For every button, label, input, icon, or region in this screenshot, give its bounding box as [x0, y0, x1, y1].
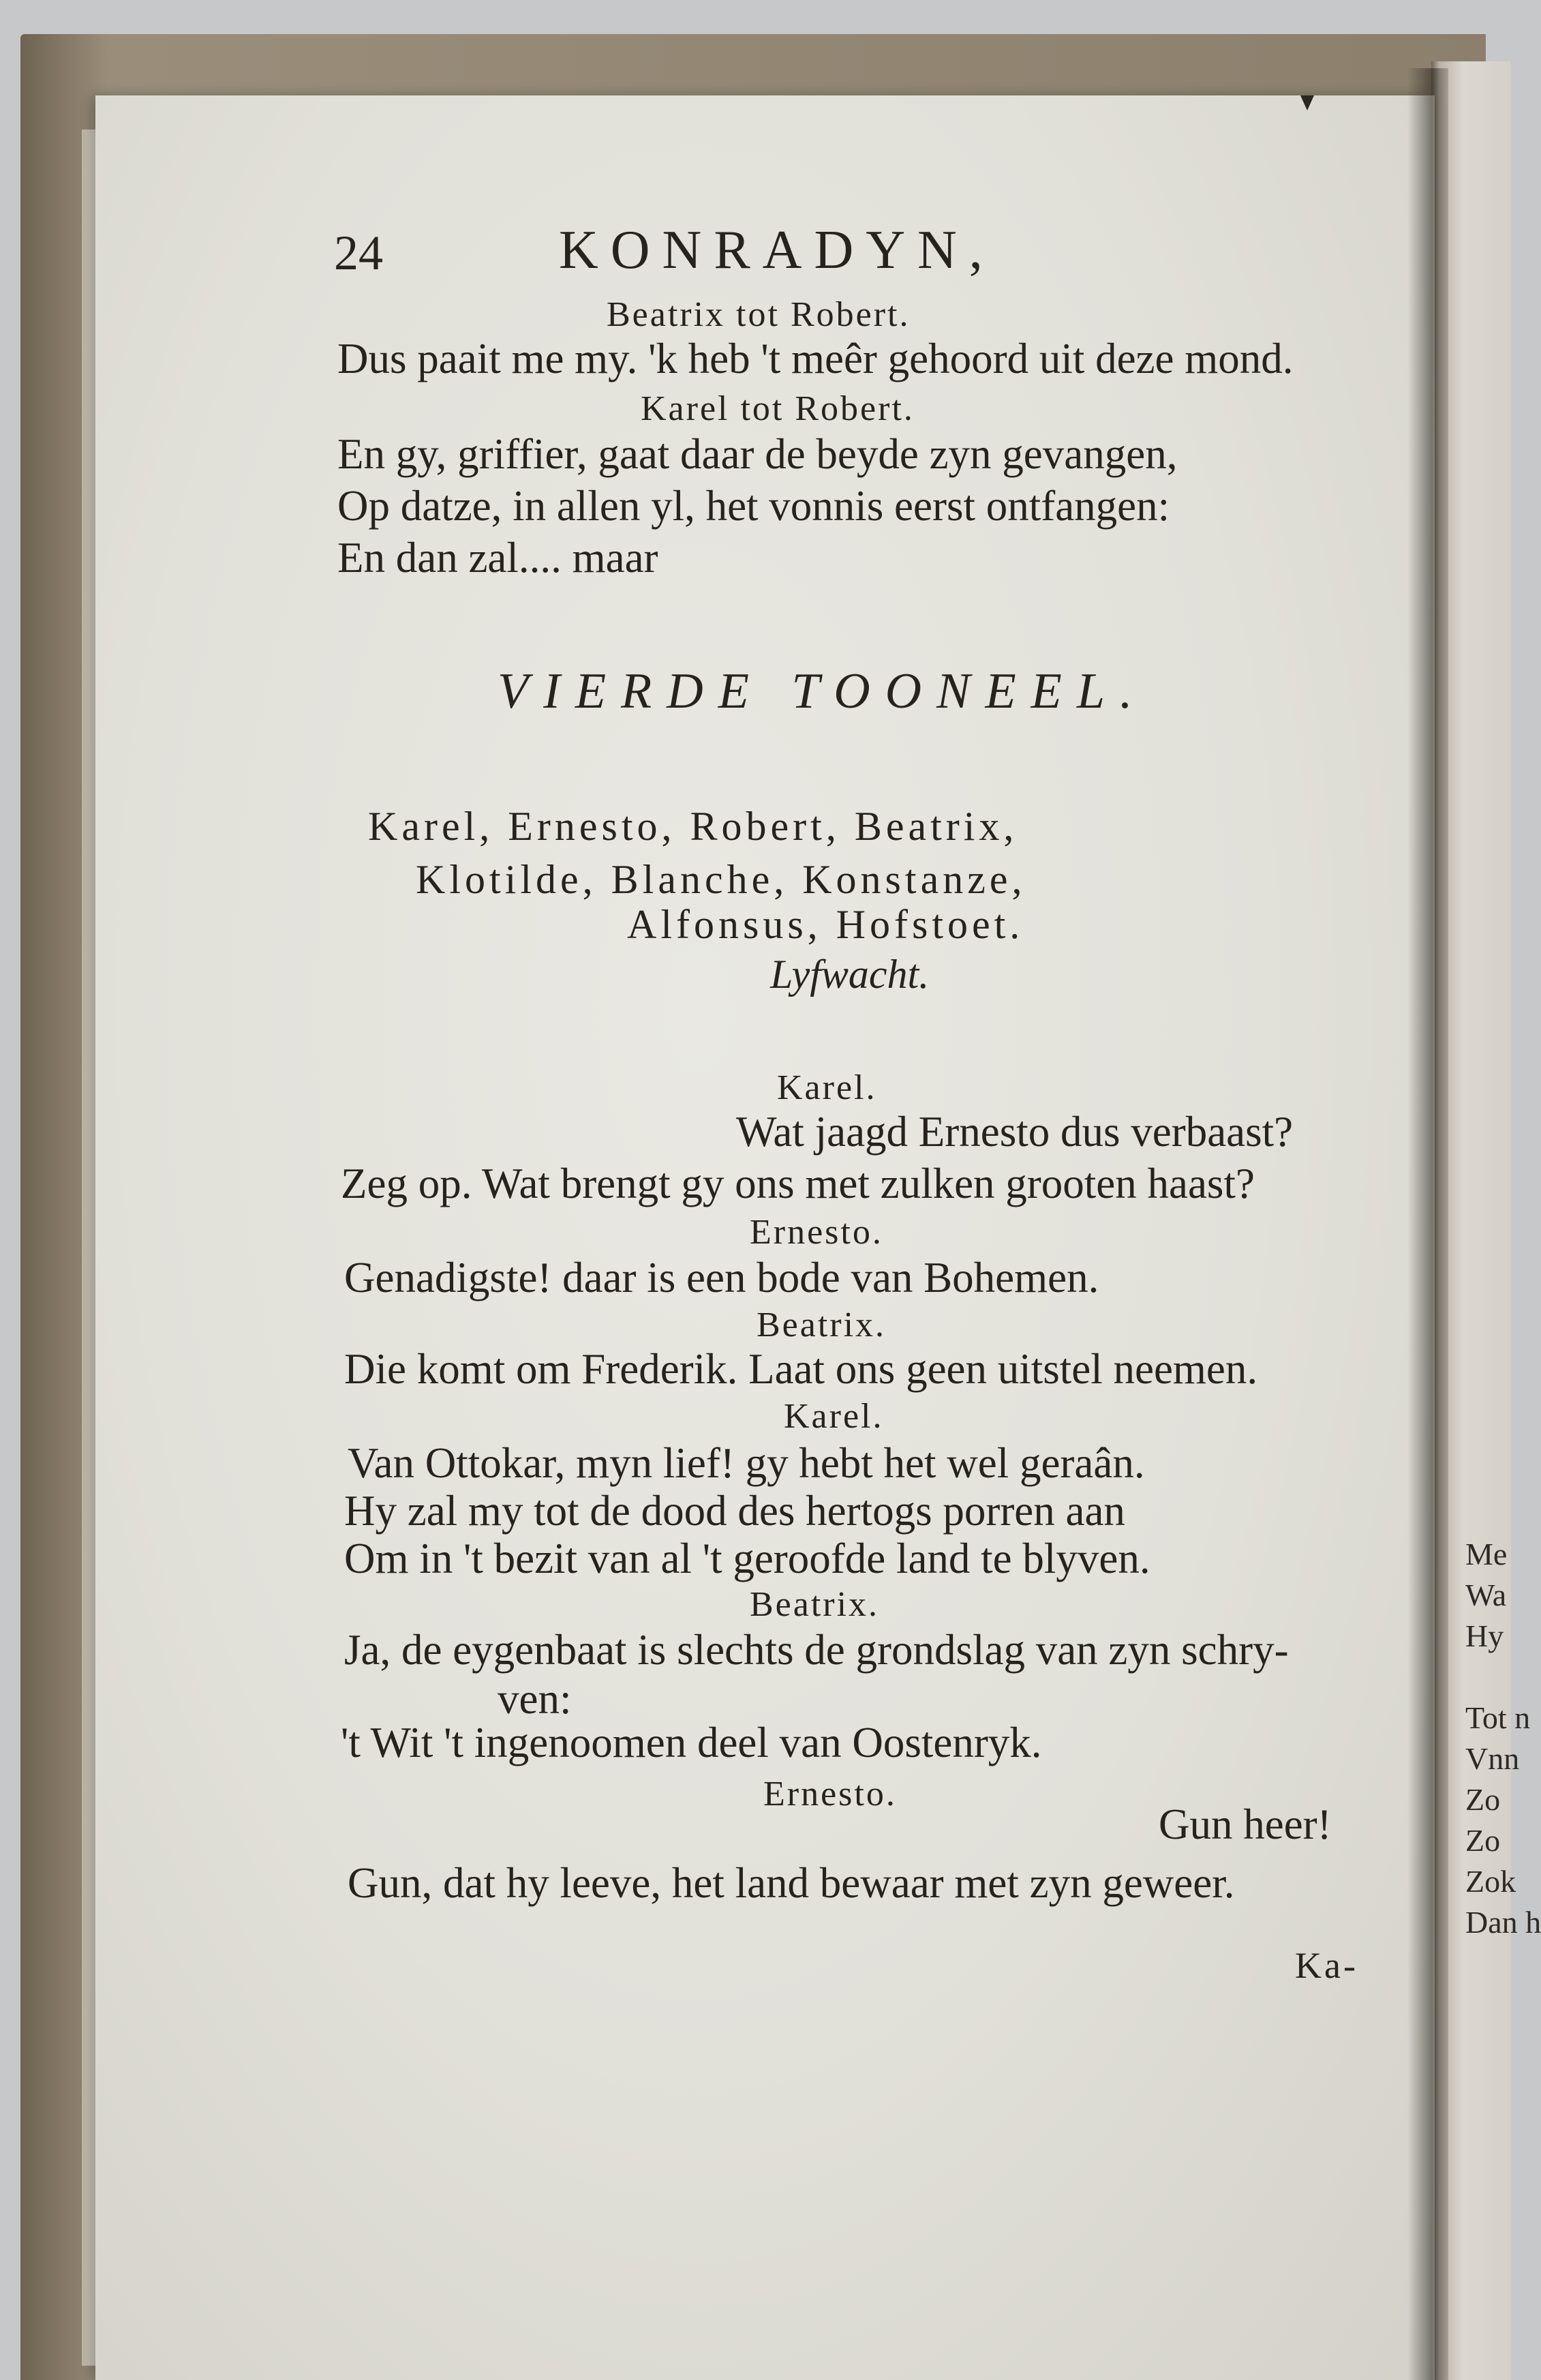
speaker: Karel.: [777, 1068, 877, 1107]
facing-fragment: [1465, 1657, 1527, 1698]
verse-line: Gun, dat hy leeve, het land bewaar met zyn geweer.: [348, 1859, 1235, 1907]
verse-line: Gun heer!: [1159, 1801, 1332, 1848]
speaker: Beatrix.: [757, 1306, 887, 1344]
scene-heading: VIERDE TOONEEL.: [498, 663, 1148, 719]
verse-line: En dan zal.... maar: [337, 534, 658, 582]
verse-line: Dus paait me my. 'k heb 't meêr gehoord uit deze mond.: [337, 335, 1294, 382]
cast-line: Klotilde, Blanche, Konstanze,: [416, 857, 1026, 902]
printer-mark: [1300, 95, 1314, 110]
verse-line: Om in 't bezit van al 't geroofde land te blyven.: [344, 1535, 1150, 1582]
verse-line: Ja, de eygenbaat is slechts de grondslag van zyn schry-: [344, 1626, 1289, 1674]
page-number: 24: [334, 226, 383, 280]
facing-fragment: Me: [1465, 1537, 1508, 1571]
verse-line: En gy, griffier, gaat daar de beyde zyn gevangen,: [337, 430, 1178, 478]
verse-line: ven:: [498, 1675, 572, 1723]
gutter-shadow: [1407, 68, 1448, 2380]
facing-fragment: Zo: [1465, 1823, 1501, 1858]
facing-fragment: Zo: [1465, 1782, 1501, 1817]
facing-fragment: Tot n: [1465, 1700, 1531, 1735]
running-header: KONRADYN,: [559, 220, 995, 280]
verse-line: Op datze, in allen yl, het vonnis eerst ontfangen:: [337, 482, 1170, 530]
speaker: Beatrix.: [750, 1585, 880, 1624]
verse-line: 't Wit 't ingenoomen deel van Oostenryk.: [341, 1719, 1042, 1766]
verse-line: Van Ottokar, myn lief! gy hebt het wel geraân.: [348, 1439, 1145, 1487]
catchword: Ka-: [1295, 1945, 1358, 1986]
facing-fragment: Hy: [1465, 1618, 1504, 1653]
speaker: Ernesto.: [763, 1775, 897, 1813]
verse-line: Wat jaagd Ernesto dus verbaast?: [736, 1108, 1294, 1156]
facing-fragment: Vnn: [1465, 1741, 1520, 1776]
cast-line: Alfonsus, Hofstoet.: [627, 902, 1024, 947]
cast-line: Karel, Ernesto, Robert, Beatrix,: [368, 804, 1018, 849]
facing-fragment: Wa: [1465, 1578, 1507, 1612]
facing-fragment: Dan h: [1465, 1905, 1541, 1940]
verse-line: Zeg op. Wat brengt gy ons met zulken grooten haast?: [341, 1160, 1255, 1207]
speaker: Karel tot Robert.: [641, 389, 915, 428]
speaker: Karel.: [784, 1397, 884, 1436]
verse-line: Genadigste! daar is een bode van Bohemen.: [344, 1254, 1099, 1301]
verse-line: Die komt om Frederik. Laat ons geen uitstel neemen.: [344, 1345, 1258, 1393]
speaker: Ernesto.: [750, 1213, 883, 1252]
facing-page-text: [1465, 1534, 1541, 1943]
cast-line: Lyfwacht.: [770, 952, 930, 997]
speaker: Beatrix tot Robert.: [607, 295, 911, 334]
facing-fragment: Zok: [1465, 1864, 1516, 1899]
verse-line: Hy zal my tot de dood des hertogs porren aan: [344, 1487, 1125, 1535]
